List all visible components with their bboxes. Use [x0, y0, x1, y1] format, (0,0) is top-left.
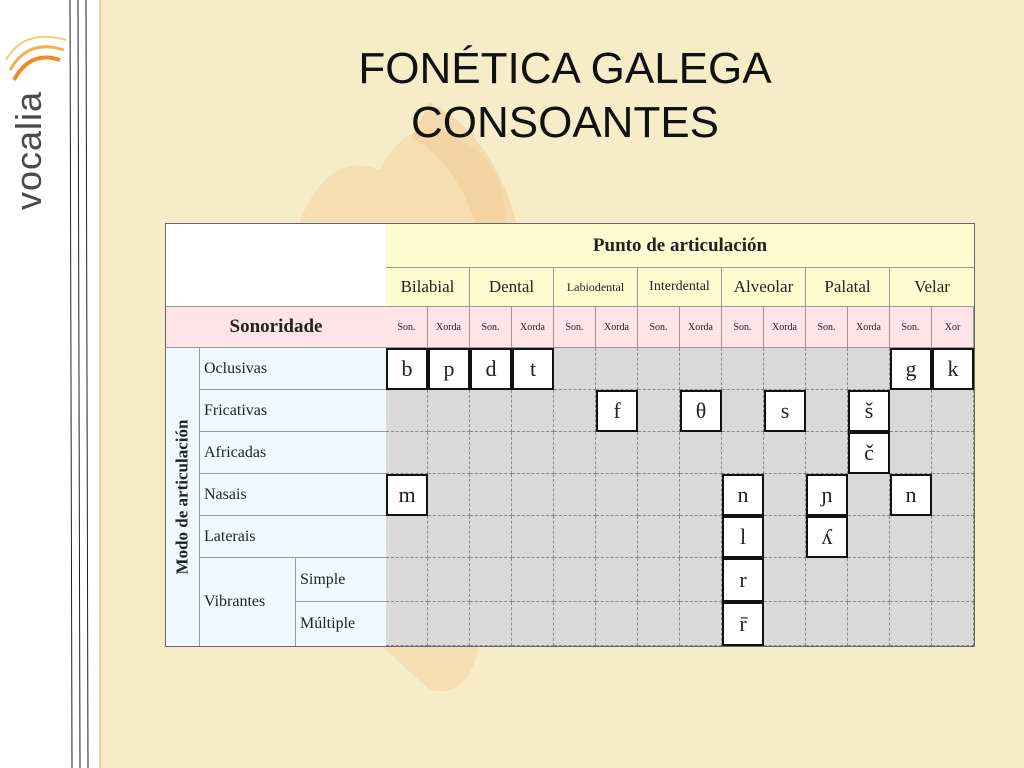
grid-cell: [596, 602, 638, 646]
phoneme-ll: ʎ: [806, 516, 848, 558]
point-interdental: Interdental: [638, 268, 722, 306]
point-velar: Velar: [890, 268, 974, 306]
grid-cell: [848, 474, 890, 516]
grid-cell: [596, 516, 638, 558]
grid-cell: [890, 558, 932, 602]
grid-cell: [722, 432, 764, 474]
grid-cell: [890, 602, 932, 646]
grid-cell: [554, 432, 596, 474]
point-labiodental: Labiodental: [554, 268, 638, 306]
title-line-1: FONÉTICA GALEGA: [358, 44, 772, 93]
phoneme-p: p: [428, 348, 470, 390]
grid-cell: [428, 516, 470, 558]
mode-oclusivas: Oclusivas: [200, 348, 386, 390]
grid-cell: [890, 390, 932, 432]
header-modo-cell: [166, 348, 200, 646]
point-palatal: Palatal: [806, 268, 890, 306]
mode-africadas: Africadas: [200, 432, 386, 474]
grid-cell: [764, 516, 806, 558]
grid-cell: [512, 602, 554, 646]
grid-cell: [512, 558, 554, 602]
grid-cell: [764, 432, 806, 474]
voicing-cell: Xorda: [596, 306, 638, 348]
grid-cell: [764, 602, 806, 646]
grid-cell: [680, 602, 722, 646]
grid-cell: [806, 348, 848, 390]
grid-cell: [554, 390, 596, 432]
voicing-cell: Son.: [890, 306, 932, 348]
grid-cell: [764, 558, 806, 602]
header-punto: Punto de articulación: [386, 224, 974, 268]
phoneme-n: n: [722, 474, 764, 516]
phoneme-sh: š: [848, 390, 890, 432]
grid-cell: [722, 390, 764, 432]
grid-cell: [638, 516, 680, 558]
grid-cell: [764, 348, 806, 390]
grid-cell: [428, 474, 470, 516]
voicing-cell: Xor: [932, 306, 974, 348]
grid-cell: [932, 558, 974, 602]
grid-cell: [932, 516, 974, 558]
consonant-table: [165, 223, 975, 647]
mode-fricativas: Fricativas: [200, 390, 386, 432]
grid-cell: [386, 390, 428, 432]
grid-cell: [554, 602, 596, 646]
phoneme-ch: č: [848, 432, 890, 474]
grid-cell: [848, 348, 890, 390]
grid-cell: [386, 558, 428, 602]
point-dental: Dental: [470, 268, 554, 306]
grid-cell: [680, 348, 722, 390]
grid-cell: [638, 602, 680, 646]
phoneme-g: g: [890, 348, 932, 390]
voicing-cell: Son.: [806, 306, 848, 348]
phoneme-f: f: [596, 390, 638, 432]
grid-cell: [848, 516, 890, 558]
grid-cell: [680, 474, 722, 516]
grid-cell: [554, 558, 596, 602]
grid-cell: [596, 474, 638, 516]
grid-cell: [386, 602, 428, 646]
phoneme-b: b: [386, 348, 428, 390]
grid-cell: [554, 516, 596, 558]
voicing-cell: Xorda: [848, 306, 890, 348]
grid-cell: [638, 348, 680, 390]
grid-cell: [512, 474, 554, 516]
mode-laterais: Laterais: [200, 516, 386, 558]
grid-cell: [638, 390, 680, 432]
grid-cell: [512, 390, 554, 432]
mode-vibrantes: Vibrantes: [200, 558, 296, 646]
phoneme-m: m: [386, 474, 428, 516]
voicing-cell: Son.: [470, 306, 512, 348]
phoneme-d: d: [470, 348, 512, 390]
grid-cell: [386, 432, 428, 474]
grid-cell: [848, 558, 890, 602]
grid-cell: [680, 516, 722, 558]
grid-cell: [638, 474, 680, 516]
voicing-cell: Xorda: [512, 306, 554, 348]
voicing-cell: Xorda: [428, 306, 470, 348]
phoneme-theta: θ: [680, 390, 722, 432]
header-sonoridade: Sonoridade: [166, 306, 386, 348]
phoneme-r: r: [722, 558, 764, 602]
grid-cell: [596, 558, 638, 602]
grid-cell: [470, 390, 512, 432]
phoneme-s: s: [764, 390, 806, 432]
grid-cell: [470, 558, 512, 602]
grid-cell: [806, 390, 848, 432]
grid-cell: [512, 432, 554, 474]
point-alveolar: Alveolar: [722, 268, 806, 306]
grid-cell: [890, 516, 932, 558]
grid-cell: [386, 516, 428, 558]
grid-cell: [806, 602, 848, 646]
grid-cell: [554, 474, 596, 516]
mode-vibrante-simple: Simple: [296, 558, 386, 602]
corner-blank: [166, 224, 386, 306]
voicing-cell: Son.: [386, 306, 428, 348]
grid-cell: [554, 348, 596, 390]
grid-cell: [932, 390, 974, 432]
voicing-cell: Son.: [722, 306, 764, 348]
mode-vibrante-multiple: Múltiple: [296, 602, 386, 646]
grid-cell: [722, 348, 764, 390]
grid-cell: [428, 432, 470, 474]
grid-cell: [932, 602, 974, 646]
point-bilabial: Bilabial: [386, 268, 470, 306]
vocalia-logo: vocalia: [8, 90, 49, 210]
grid-cell: [470, 602, 512, 646]
grid-cell: [680, 432, 722, 474]
grid-cell: [512, 516, 554, 558]
phoneme-k: k: [932, 348, 974, 390]
grid-cell: [806, 432, 848, 474]
grid-cell: [638, 432, 680, 474]
title-line-2: CONSOANTES: [410, 98, 720, 147]
phoneme-l: l: [722, 516, 764, 558]
voicing-cell: Son.: [554, 306, 596, 348]
grid-cell: [470, 474, 512, 516]
phoneme-t: t: [512, 348, 554, 390]
phoneme-ny: ɲ: [806, 474, 848, 516]
phoneme-ng: n: [890, 474, 932, 516]
grid-cell: [890, 432, 932, 474]
mode-nasais: Nasais: [200, 474, 386, 516]
grid-cell: [764, 474, 806, 516]
grid-cell: [428, 558, 470, 602]
grid-cell: [596, 348, 638, 390]
phoneme-rr: r̄: [722, 602, 764, 646]
grid-cell: [806, 558, 848, 602]
grid-cell: [470, 516, 512, 558]
grid-cell: [932, 474, 974, 516]
grid-cell: [680, 558, 722, 602]
voicing-cell: Son.: [638, 306, 680, 348]
voicing-cell: Xorda: [764, 306, 806, 348]
grid-cell: [428, 602, 470, 646]
grid-cell: [428, 390, 470, 432]
grid-cell: [470, 432, 512, 474]
header-modo: Modo de articulación: [172, 419, 192, 575]
grid-cell: [932, 432, 974, 474]
page-title: [280, 42, 850, 150]
voicing-cell: Xorda: [680, 306, 722, 348]
grid-cell: [638, 558, 680, 602]
grid-cell: [596, 432, 638, 474]
grid-cell: [848, 602, 890, 646]
